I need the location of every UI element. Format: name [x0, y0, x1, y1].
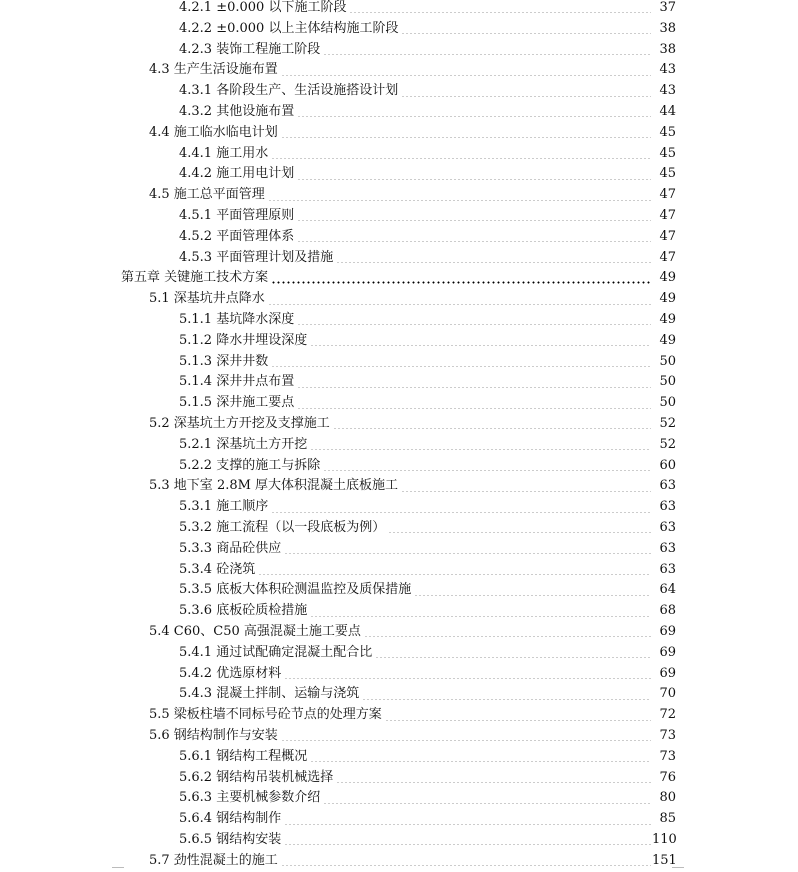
toc-entry[interactable] — [179, 0, 676, 19]
toc-entry[interactable] — [179, 310, 676, 331]
toc-entry-title: 5.3 地下室 2.8M 厚大体积混凝土底板施工 — [149, 478, 399, 494]
toc-page-number: 49 — [659, 291, 676, 307]
toc-dot-leader — [401, 491, 651, 492]
toc-entry[interactable] — [179, 248, 676, 269]
toc-entry-title: 5.1.2 降水井埋设深度 — [179, 332, 308, 348]
toc-entry-title: 4.5 施工总平面管理 — [149, 187, 265, 203]
toc-page-number: 37 — [659, 0, 676, 15]
toc-entry[interactable] — [149, 622, 676, 643]
toc-page-number: 49 — [659, 332, 676, 348]
toc-page-number: 72 — [659, 707, 676, 723]
toc-entry-title: 4.2.2 ±0.000 以上主体结构施工阶段 — [179, 20, 399, 36]
toc-entry[interactable] — [179, 144, 676, 165]
page-corner-mark-left — [112, 867, 124, 872]
toc-entry[interactable] — [179, 372, 676, 393]
toc-entry-title: 4.5.1 平面管理原则 — [179, 208, 295, 223]
toc-entry[interactable] — [179, 164, 676, 185]
toc-dot-leader — [375, 657, 651, 658]
toc-page-number: 60 — [659, 457, 676, 473]
toc-entry-title: 5.1.5 深井施工要点 — [179, 395, 295, 411]
toc-dot-leader — [362, 699, 651, 700]
toc-entry[interactable] — [179, 331, 676, 352]
toc-entry-title: 5.4.2 优选原材料 — [179, 665, 282, 681]
toc-entry[interactable] — [179, 788, 676, 809]
toc-dot-leader — [385, 720, 651, 721]
toc-page-number: 45 — [659, 166, 676, 182]
toc-page-number: 63 — [659, 478, 676, 494]
toc-dot-leader — [401, 33, 651, 34]
toc-entry-title: 4.4.1 施工用水 — [179, 145, 269, 161]
toc-dot-leader — [336, 262, 651, 263]
toc-page-number: 69 — [659, 644, 676, 660]
toc-page-number: 63 — [659, 540, 676, 556]
toc-entry[interactable] — [179, 664, 676, 685]
toc-page-number: 49 — [659, 270, 676, 286]
toc-page-number: 85 — [659, 811, 676, 827]
toc-entry-title: 4.5.3 平面管理计划及措施 — [179, 249, 334, 265]
toc-entry[interactable] — [121, 268, 676, 289]
toc-dot-leader — [297, 408, 651, 409]
toc-entry[interactable] — [179, 768, 676, 789]
toc-page-number: 73 — [659, 728, 676, 743]
toc-entry[interactable] — [179, 19, 676, 40]
toc-page-number: 64 — [659, 582, 676, 598]
toc-page-number: 52 — [659, 436, 676, 452]
toc-entry[interactable] — [179, 102, 676, 123]
toc-entry-title: 4.2.1 ±0.000 以下施工阶段 — [179, 0, 347, 15]
toc-dot-leader — [281, 865, 651, 866]
toc-entry-title: 4.4 施工临水临电计划 — [149, 124, 278, 140]
toc-page-number: 73 — [659, 748, 676, 764]
toc-page-number: 38 — [659, 20, 676, 36]
toc-page-number: 45 — [659, 145, 676, 161]
toc-dot-leader — [297, 324, 651, 325]
toc-entry[interactable] — [149, 123, 676, 144]
toc-dot-leader — [310, 449, 651, 450]
toc-entry[interactable] — [179, 809, 676, 830]
toc-entry[interactable] — [179, 435, 676, 456]
toc-dot-leader — [310, 761, 651, 762]
toc-entry[interactable] — [149, 185, 676, 206]
toc-dot-leader — [323, 803, 651, 804]
toc-entry-title: 4.3.2 其他设施布置 — [179, 104, 295, 119]
toc-page-number: 80 — [659, 790, 676, 806]
toc-dot-leader — [297, 241, 651, 242]
toc-page-number: 63 — [659, 561, 676, 577]
toc-entry-title: 5.4.1 通过试配确定混凝土配合比 — [179, 644, 373, 660]
toc-dot-leader — [401, 96, 651, 97]
toc-dot-leader — [271, 281, 651, 284]
toc-entry-title: 5.2.2 支撑的施工与拆除 — [179, 457, 321, 473]
toc-entry-title: 5.3.6 底板砼质检措施 — [179, 603, 308, 619]
toc-entry[interactable] — [179, 497, 676, 518]
toc-entry-title: 4.3.1 各阶段生产、生活设施搭设计划 — [179, 83, 399, 99]
toc-dot-leader — [271, 366, 651, 367]
toc-entry-title: 第五章 关键施工技术方案 — [121, 270, 269, 286]
toc-dot-leader — [323, 54, 651, 55]
toc-page-number: 151 — [652, 852, 677, 868]
toc-entry-title: 5.3.4 砼浇筑 — [179, 561, 256, 577]
toc-page-number: 47 — [659, 249, 676, 265]
toc-dot-leader — [258, 574, 651, 575]
toc-dot-leader — [414, 595, 651, 596]
toc-dot-leader — [310, 345, 651, 346]
toc-entry[interactable] — [149, 726, 676, 747]
toc-page-number: 69 — [659, 665, 676, 681]
toc-page-number: 110 — [652, 832, 677, 847]
toc-dot-leader — [364, 636, 651, 637]
toc-entry-title: 5.6.2 钢结构吊装机械选择 — [179, 769, 334, 785]
toc-entry-title: 5.6 钢结构制作与安装 — [149, 728, 278, 743]
toc-entry-title: 5.5 梁板柱墙不同标号砼节点的处理方案 — [149, 707, 382, 723]
toc-page-number: 47 — [659, 187, 676, 203]
toc-entry-title: 5.6.3 主要机械参数介绍 — [179, 790, 321, 806]
toc-page-number: 43 — [659, 62, 676, 78]
toc-page-number: 38 — [659, 41, 676, 57]
toc-entry-title: 5.3.3 商品砼供应 — [179, 540, 282, 556]
toc-entry[interactable] — [179, 539, 676, 560]
toc-dot-leader — [297, 220, 651, 221]
toc-entry[interactable] — [149, 60, 676, 81]
toc-entry[interactable] — [179, 40, 676, 61]
toc-entry-title: 5.1.1 基坑降水深度 — [179, 312, 295, 327]
toc-entry[interactable] — [179, 601, 676, 622]
toc-entry[interactable] — [149, 851, 676, 872]
toc-dot-leader — [284, 824, 651, 825]
toc-dot-leader — [284, 844, 651, 845]
toc-page-number: 50 — [659, 374, 676, 390]
toc-dot-leader — [271, 158, 651, 159]
toc-page-number: 50 — [659, 395, 676, 411]
toc-entry-title: 4.2.3 装饰工程施工阶段 — [179, 41, 321, 57]
toc-entry[interactable] — [149, 476, 676, 497]
toc-entry-title: 5.3.2 施工流程（以一段底板为例） — [179, 520, 386, 535]
toc-dot-leader — [281, 75, 651, 76]
toc-entry[interactable] — [149, 414, 676, 435]
toc-entry[interactable] — [149, 289, 676, 310]
toc-entry-title: 5.6.1 钢结构工程概况 — [179, 748, 308, 764]
toc-page-number: 63 — [659, 520, 676, 535]
toc-dot-leader — [388, 532, 651, 533]
toc-page-number: 45 — [659, 124, 676, 140]
toc-entry-title: 5.4.3 混凝土拌制、运输与浇筑 — [179, 686, 360, 702]
toc-page-number: 47 — [659, 208, 676, 223]
toc-entry[interactable] — [179, 684, 676, 705]
toc-entry[interactable] — [179, 580, 676, 601]
toc-dot-leader — [268, 304, 651, 305]
toc-dot-leader — [336, 782, 651, 783]
toc-dot-leader — [297, 179, 651, 180]
toc-dot-leader — [323, 470, 651, 471]
toc-entry[interactable] — [149, 705, 676, 726]
toc-entry[interactable] — [179, 747, 676, 768]
toc-page-number: 68 — [659, 603, 676, 619]
toc-dot-leader — [349, 12, 651, 13]
toc-entry-title: 5.2 深基坑土方开挖及支撑施工 — [149, 416, 330, 431]
toc-entry[interactable] — [179, 206, 676, 227]
toc-dot-leader — [281, 740, 651, 741]
toc-entry[interactable] — [179, 456, 676, 477]
toc-entry-title: 5.6.5 钢结构安装 — [179, 832, 282, 847]
toc-page-number: 63 — [659, 499, 676, 515]
toc-entry-title: 5.4 C60、C50 高强混凝土施工要点 — [149, 624, 361, 639]
toc-entry[interactable] — [179, 830, 676, 851]
toc-dot-leader — [333, 428, 651, 429]
toc-page-number: 52 — [659, 416, 676, 431]
toc-entry[interactable] — [179, 518, 676, 539]
toc-page-number: 47 — [659, 228, 676, 244]
toc-entry-title: 5.2.1 深基坑土方开挖 — [179, 436, 308, 452]
toc-entry-title: 4.3 生产生活设施布置 — [149, 62, 278, 78]
toc-entry[interactable] — [179, 352, 676, 373]
toc-entry-title: 5.6.4 钢结构制作 — [179, 811, 282, 827]
toc-entry-title: 5.3.1 施工顺序 — [179, 499, 269, 515]
toc-entry[interactable] — [179, 560, 676, 581]
toc-dot-leader — [297, 116, 651, 117]
toc-entry-title: 5.3.5 底板大体积砼测温监控及质保措施 — [179, 582, 412, 598]
page-corner-mark-right — [672, 867, 684, 872]
toc-page-number: 50 — [659, 353, 676, 369]
toc-page-number: 76 — [659, 769, 676, 785]
toc-page-number: 44 — [659, 104, 676, 119]
toc-entry-title: 4.5.2 平面管理体系 — [179, 228, 295, 244]
toc-dot-leader — [284, 553, 651, 554]
toc-page-number: 70 — [659, 686, 676, 702]
toc-entry[interactable] — [179, 81, 676, 102]
toc-entry-title: 5.1 深基坑井点降水 — [149, 291, 265, 307]
toc-dot-leader — [268, 200, 651, 201]
toc-entry-title: 5.1.4 深井井点布置 — [179, 374, 295, 390]
toc-dot-leader — [297, 387, 651, 388]
toc-entry-title: 5.1.3 深井井数 — [179, 353, 269, 369]
toc-dot-leader — [310, 616, 651, 617]
toc-page-number: 69 — [659, 624, 676, 639]
toc-dot-leader — [281, 137, 651, 138]
toc-page-number: 49 — [659, 312, 676, 327]
toc-entry-title: 5.7 劲性混凝土的施工 — [149, 852, 278, 868]
toc-dot-leader — [284, 678, 651, 679]
toc-entry-title: 4.4.2 施工用电计划 — [179, 166, 295, 182]
toc-entry[interactable] — [179, 393, 676, 414]
toc-entry[interactable] — [179, 227, 676, 248]
toc-page-number: 43 — [659, 83, 676, 99]
toc-entry[interactable] — [179, 643, 676, 664]
toc-dot-leader — [271, 512, 651, 513]
